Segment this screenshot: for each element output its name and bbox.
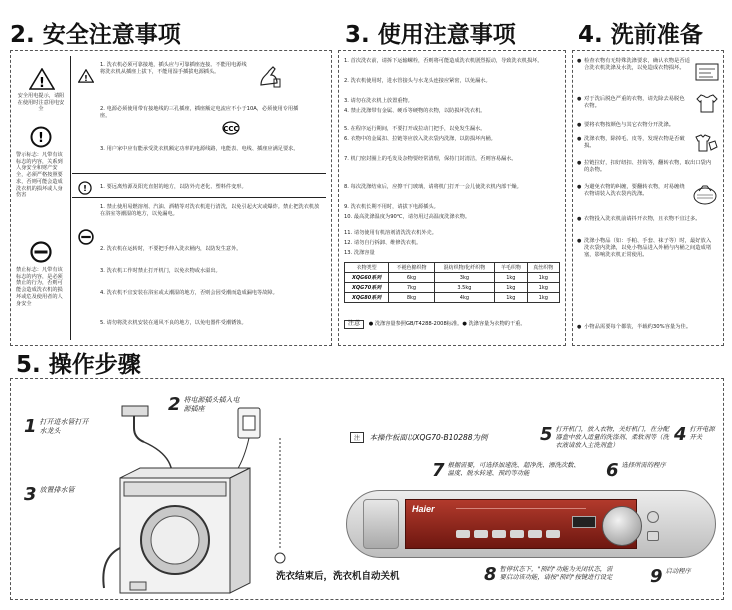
step-number-icon: 2 — [168, 394, 181, 415]
function-button[interactable] — [546, 530, 560, 538]
function-button[interactable] — [474, 530, 488, 538]
model-note-text: 本操作板面以XQG70-B10288为例 — [369, 433, 488, 442]
detergent-drawer[interactable] — [363, 499, 399, 549]
warn-item-1: 1. 洗衣机必须可靠接地，插头应与可靠插座连接。不能用电源线将洗衣机从插座上拔下，不能用湿手插拔电源插头。 — [100, 62, 247, 75]
step-7 — [432, 462, 580, 480]
warning-triangle-icon — [27, 66, 57, 92]
usage-item-10: 10. 最高洗涤温度为90℃，请勿用过高温度洗涤衣物。 — [344, 214, 471, 220]
prewash-item-2: ● 对于洗后脱色严重的衣物，请先除去易脱色衣物。 — [584, 96, 688, 110]
prewash-item-3: ● 要将衣物按颜色与其它衣物分开洗涤。 — [584, 122, 714, 129]
control-display-area — [405, 499, 637, 549]
prohibit-side-text: 禁止标志：凡带有该标志的内容，是必须禁止的行为，否则可能会造成洗衣机的损坏或危及使用者的人身安全 — [16, 267, 63, 307]
usage-item-11: 11. 请勿使用有机溶剂清洗洗衣机外壳。 — [344, 230, 437, 236]
table-row — [345, 273, 560, 283]
step-9 — [650, 568, 710, 586]
svg-text:CCC: CCC — [223, 125, 239, 133]
program-knob[interactable] — [602, 506, 642, 546]
prewash-item-5: ● 拉链拉好，扣好纽扣、挂钩等，翻转衣物，取出口袋内的杂物。 — [584, 160, 714, 174]
capacity-table — [344, 262, 560, 303]
prewash-item-4: ● 洗涤衣物，除掉毛、皮等，发现衣物是否破损。 — [584, 136, 688, 150]
usage-item-6: 6. 衣物中的金属扣、拉链等应放入洗衣袋内洗涤，以防损坏内桶。 — [344, 136, 496, 142]
table-row — [345, 293, 560, 303]
table-header: 不褪色棉织物 — [389, 263, 434, 273]
step-4-text: 打开电源开关 — [689, 426, 715, 441]
step-number-icon: 7 — [432, 460, 445, 481]
caution-item-1: 1. 要远离热源及阳光直射的地方，以防外壳老化、塑料件变形。 — [100, 184, 247, 190]
warning-triangle-icon — [77, 68, 95, 84]
usage-item-13: 13. 洗涤容量 — [344, 250, 375, 256]
caution-side-text: 警示标志：凡带有该标志的内容，关系到人身安全和财产安全，必须严格按照要求，否则可能会造成洗衣机的损坏或人身伤害 — [16, 152, 63, 199]
note-tag: 注 — [350, 432, 364, 443]
svg-text:!: ! — [83, 183, 87, 194]
step-9-text: 启动程序 — [665, 568, 691, 575]
table-cell: XQG70系列 — [345, 283, 389, 293]
caution-circle-icon — [29, 125, 53, 149]
usage-note — [344, 320, 560, 329]
prewash-item-8: ● 洗涤小物品（如：手帕、手套、袜子等）时，最好放入洗衣袋内洗涤，以免小物品进入外桶与内桶之间造成堵塞，影响洗衣机正常使用。 — [584, 238, 714, 258]
prewash-item-1: ● 检查衣物有无特殊洗涤要求，确认衣物是否适合洗衣机洗涤及水洗，以免造成衣物损坏。 — [584, 58, 692, 72]
usage-item-12: 12. 请勿自行拆卸、维修洗衣机。 — [344, 240, 422, 246]
step-5-text: 打开机门，放入衣物，关好机门，在分配器盒中放入适量的洗涤剂、柔软剂等（洗衣液请放入主洗剂盒） — [555, 426, 669, 449]
usage-item-9: 9. 洗衣机长期不用时，请拔下电源插头。 — [344, 204, 439, 210]
table-cell: 1kg — [527, 283, 559, 293]
svg-text:!: ! — [84, 73, 88, 83]
usage-item-4: 4. 禁止洗涤带有金属、硬币等硬物的衣物，以防损坏洗衣机。 — [344, 108, 486, 114]
step-6-text: 选择所需的程序 — [621, 462, 666, 469]
warn-side-text: 安全用电提示，请阻在使用时注意用电安全 — [17, 93, 65, 113]
brand-logo: Haier — [412, 504, 435, 514]
usage-item-8: 8. 每次洗涤结束后，应擦干门玻璃，请将机门打开一会儿使洗衣机内部干燥。 — [344, 184, 522, 190]
step-number-icon: 1 — [24, 416, 37, 437]
table-cell: XQG60系列 — [345, 273, 389, 283]
table-header-row — [345, 263, 560, 273]
caution-circle-icon — [77, 180, 93, 196]
plug-hand-icon — [254, 62, 284, 92]
table-row — [345, 283, 560, 293]
table-cell: 4kg — [434, 293, 495, 303]
warn-item-3: 3. 用户家中应有能承受洗衣机额定功率的电源线路，电能表、电线、插座应满足要求。 — [100, 146, 299, 152]
step-1 — [24, 418, 94, 436]
prohibit-item-4: 4. 洗衣机不宜安装在浴室或太潮湿的地方，否则会因受潮而造成漏电等故障。 — [100, 290, 278, 296]
model-note — [350, 432, 488, 443]
step-7-text: 根据需要，可选择加速洗、超净洗、漂洗次数、温度、脱水转速、预约等功能 — [447, 462, 580, 477]
start-pause-button[interactable] — [647, 531, 659, 541]
prewash-title: 4. 洗前准备 — [578, 22, 703, 48]
table-cell: 1kg — [495, 273, 527, 283]
step-4 — [674, 426, 720, 444]
table-cell: 6kg — [389, 273, 434, 283]
prewash-item-9: ● 小物品需要每个都装，半载约30%容量为佳。 — [584, 324, 714, 331]
prewash-item-7: ● 衣物投入洗衣机前请抖开衣物，且衣物不宜过多。 — [584, 216, 714, 223]
divider — [70, 56, 71, 340]
table-cell: 1kg — [527, 293, 559, 303]
table-cell: 7kg — [389, 283, 434, 293]
step-number-icon: 5 — [540, 424, 553, 445]
step-5 — [540, 426, 672, 450]
prohibit-circle-icon — [77, 228, 95, 246]
step-number-icon: 9 — [650, 566, 663, 587]
function-button[interactable] — [510, 530, 524, 538]
washing-machine-illustration — [90, 394, 310, 596]
steps-title: 5. 操作步骤 — [16, 352, 141, 378]
table-cell: 1kg — [495, 293, 527, 303]
function-button[interactable] — [456, 530, 470, 538]
step-8 — [484, 566, 614, 584]
step-2-text: 将电源插头插入电源插座 — [183, 396, 240, 413]
power-button[interactable] — [647, 511, 659, 523]
table-cell: 1kg — [495, 283, 527, 293]
usage-item-2: 2. 洗衣机使用时，进水管接头与水龙头连接应紧密，以免漏水。 — [344, 78, 491, 84]
divider — [72, 197, 326, 198]
step-number-icon: 6 — [606, 460, 619, 481]
step-2 — [168, 396, 244, 414]
shirt-icon — [694, 92, 720, 114]
table-header: 衣物类型 — [345, 263, 389, 273]
step-3 — [24, 486, 84, 504]
prohibit-item-1: 1. 禁止使用易燃溶剂、汽油、酒精等对洗衣机进行清洗，以免引起火灾或爆炸。禁止把洗衣机放在浴室等潮湿的地方，以免漏电。 — [100, 204, 320, 217]
finish-text: 洗衣结束后，洗衣机自动关机 — [276, 571, 400, 582]
prohibit-item-3: 3. 洗衣机工作时禁止打开机门，以免衣物或水溢出。 — [100, 268, 221, 274]
ccc-mark-icon — [222, 120, 240, 136]
step-1-text: 打开进水管打开水龙头 — [39, 418, 89, 435]
usage-title: 3. 使用注意事项 — [345, 22, 516, 48]
table-cell: 3kg — [434, 273, 495, 283]
step-number-icon: 8 — [484, 564, 497, 585]
warn-item-2: 2. 电源必须使用带有接地线的三孔插座，插座额定电流应不小于10A，必须使用专用插座。 — [100, 106, 299, 119]
step-3-text: 放置排水管 — [39, 486, 75, 494]
table-header: 真丝织物 — [527, 263, 559, 273]
table-header: 混纺织物/化纤织物 — [434, 263, 495, 273]
clothes-icon — [692, 132, 720, 154]
function-button[interactable] — [492, 530, 506, 538]
function-button[interactable] — [528, 530, 542, 538]
table-cell: 3.5kg — [434, 283, 495, 293]
usage-item-7: 7. 机门密封圈上的毛发及杂物要经常清理，保持门封清洁，否则容易漏水。 — [344, 156, 517, 162]
note-tag: 注意 — [344, 320, 364, 329]
usage-item-3: 3. 请勿在洗衣机上放置重物。 — [344, 98, 413, 104]
usage-item-1: 1. 首次洗衣前，请拆下运输螺栓，否则将可能造成洗衣机剧烈振动，导致洗衣机损坏。 — [344, 58, 543, 64]
prohibit-item-5: 5. 请勿将洗衣机安装在通风不良的地方，以免电器件受潮锈蚀。 — [100, 320, 247, 326]
step-8-text: 暂停状态下，"预约"功能为关闭状态，需要启动该功能，请按"预约"按键进行设定 — [499, 566, 613, 581]
control-panel — [346, 490, 716, 558]
table-cell: 1kg — [527, 273, 559, 283]
step-number-icon: 3 — [24, 484, 37, 505]
svg-text:!: ! — [39, 76, 45, 90]
care-label-icon — [694, 62, 720, 82]
usage-item-5: 5. 在程序运行期间，不要打开或拉动门把手，以免发生漏水。 — [344, 126, 486, 132]
prewash-item-6: ● 为避免衣物的纠缠，要翻转衣物，对易缠绕衣物请装入洗衣袋内洗涤。 — [584, 184, 688, 198]
safety-title: 2. 安全注意事项 — [10, 22, 181, 48]
prohibit-item-2: 2. 洗衣机在运转时，不要把手伸入洗衣桶内，以防发生意外。 — [100, 246, 242, 252]
svg-text:!: ! — [38, 131, 44, 146]
step-6 — [606, 462, 670, 480]
step-number-icon: 4 — [674, 424, 687, 445]
laundry-bag-icon — [690, 182, 720, 206]
indicator-row — [456, 508, 586, 513]
digital-display — [572, 516, 596, 528]
note-text: ● 洗涤容量参照GB/T4288-2008标准。● 洗涤容量为衣物的干重。 — [368, 321, 526, 327]
table-cell: XQG80系列 — [345, 293, 389, 303]
divider — [72, 173, 326, 174]
table-header: 羊毛织物 — [495, 263, 527, 273]
table-cell: 8kg — [389, 293, 434, 303]
prohibit-circle-icon — [29, 240, 53, 264]
